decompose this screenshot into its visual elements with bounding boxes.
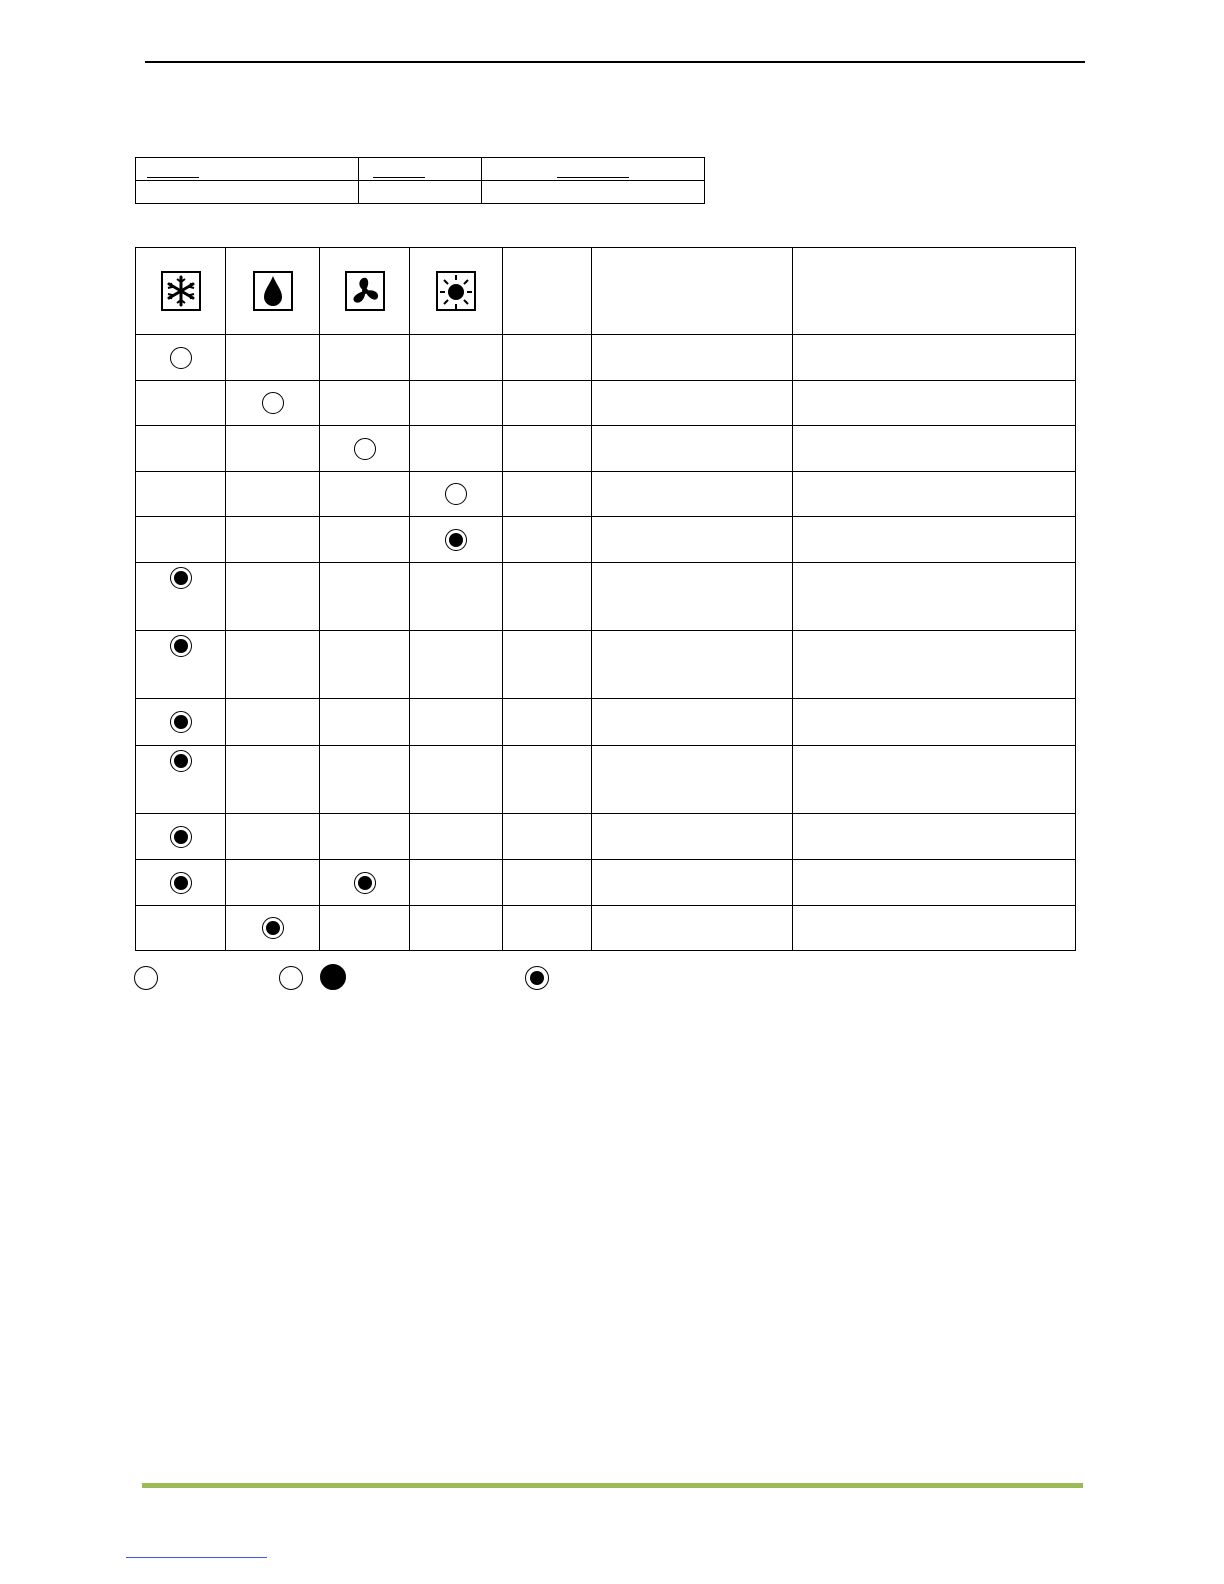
legend-on-icon	[320, 964, 346, 990]
header-cell-cool	[136, 248, 226, 335]
indicator-flashing-icon	[170, 872, 192, 894]
table-row	[136, 860, 1076, 906]
footer-rule	[142, 1483, 1083, 1488]
indicator-flashing-icon	[445, 529, 467, 551]
table-row	[136, 563, 1076, 631]
table-row	[136, 906, 1076, 951]
info-cell	[359, 158, 482, 181]
table-row	[136, 426, 1076, 472]
legend-flash-icon	[525, 966, 549, 990]
indicator-flashing-icon	[170, 567, 192, 589]
info-cell	[136, 181, 359, 204]
header-cell	[793, 248, 1076, 335]
header-cell	[503, 248, 592, 335]
header-cell-dry	[226, 248, 320, 335]
table-row	[136, 814, 1076, 860]
mode-indicator-table	[135, 247, 1076, 951]
table-row	[136, 472, 1076, 517]
table-row	[136, 335, 1076, 381]
indicator-off-icon	[445, 483, 467, 505]
header-cell-heat	[410, 248, 503, 335]
info-cell	[359, 181, 482, 204]
table-row	[136, 517, 1076, 563]
table-row	[136, 381, 1076, 426]
indicator-off-icon	[354, 438, 376, 460]
legend-off-icon	[134, 966, 158, 990]
indicator-flashing-icon	[170, 826, 192, 848]
footer-link-underline	[126, 1557, 267, 1558]
header-cell	[592, 248, 793, 335]
header-rule	[145, 61, 1085, 63]
table-row	[136, 699, 1076, 746]
snowflake-icon	[161, 271, 201, 311]
header-cell-fan	[320, 248, 410, 335]
indicator-flashing-icon	[170, 635, 192, 657]
legend-off-icon	[279, 966, 303, 990]
indicator-flashing-icon	[170, 711, 192, 733]
info-cell	[482, 158, 705, 181]
water-drop-icon	[253, 271, 293, 311]
table-row	[136, 631, 1076, 699]
info-cell	[136, 158, 359, 181]
info-cell	[482, 181, 705, 204]
indicator-flashing-icon	[354, 872, 376, 894]
sun-icon	[436, 271, 476, 311]
table-row	[136, 746, 1076, 814]
header-row	[136, 248, 1076, 335]
info-table	[135, 157, 705, 204]
indicator-flashing-icon	[262, 917, 284, 939]
indicator-off-icon	[170, 347, 192, 369]
indicator-off-icon	[262, 392, 284, 414]
indicator-flashing-icon	[170, 750, 192, 772]
fan-icon	[345, 271, 385, 311]
